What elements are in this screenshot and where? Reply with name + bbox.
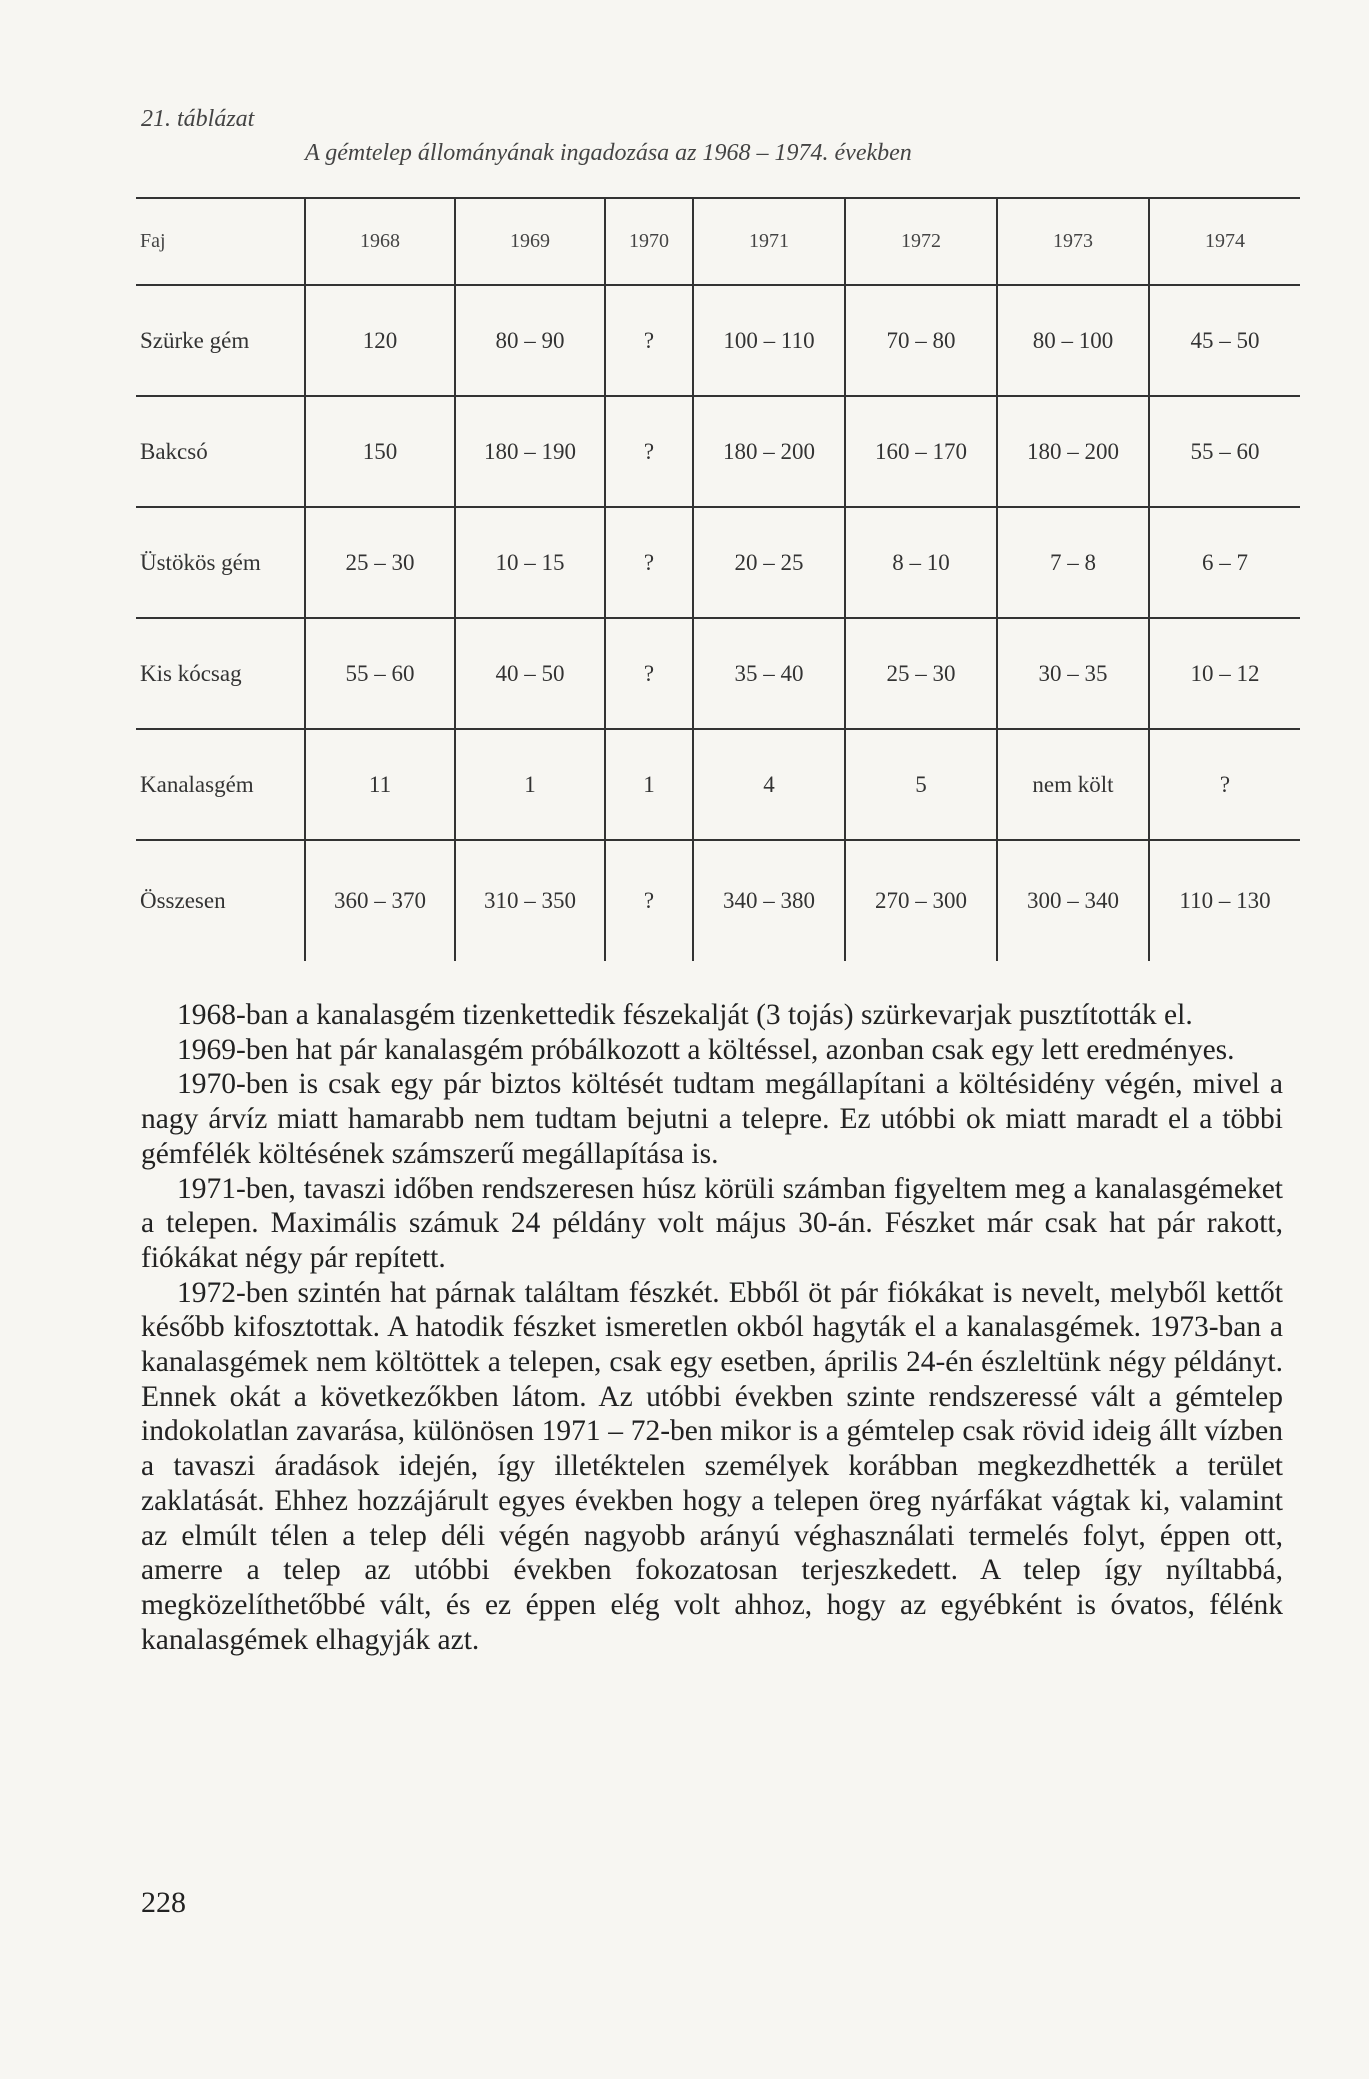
header-1973: 1973 <box>997 198 1149 285</box>
table-header-row <box>136 198 1300 285</box>
table-cell: 10 – 12 <box>1149 618 1300 729</box>
table-cell: 180 – 200 <box>693 396 845 507</box>
table-cell: 70 – 80 <box>845 285 997 396</box>
paragraph: 1970-ben is csak egy pár biztos költését tudtam megállapítani a költésidény végén, mivel a nagy árvíz miatt hamarabb nem tudtam bejutni a telepre. Ez utóbbi ok miatt maradt el a többi gémfélék költésének számszerű megállapítása is. <box>141 1068 1283 1170</box>
header-1971: 1971 <box>693 198 845 285</box>
row-species: Szürke gém <box>136 285 305 396</box>
table-label: 21. táblázat <box>141 106 255 132</box>
table-cell: ? <box>605 507 693 618</box>
paragraph: 1968-ban a kanalasgém tizenkettedik fészekalját (3 tojás) szürkevarjak pusztították el. <box>177 999 1193 1031</box>
row-species: Üstökös gém <box>136 507 305 618</box>
table-cell: 300 – 340 <box>997 840 1149 961</box>
table-cell: 270 – 300 <box>845 840 997 961</box>
heron-colony-table <box>136 197 1282 961</box>
table-cell: 45 – 50 <box>1149 285 1300 396</box>
table-cell: 80 – 100 <box>997 285 1149 396</box>
row-species: Kis kócsag <box>136 618 305 729</box>
body-text <box>141 998 1283 1657</box>
table-cell: 120 <box>305 285 455 396</box>
table-cell: ? <box>605 396 693 507</box>
table-cell: 310 – 350 <box>455 840 605 961</box>
table-cell: 180 – 190 <box>455 396 605 507</box>
row-species: Összesen <box>140 888 226 913</box>
header-1969: 1969 <box>455 198 605 285</box>
table-cell: 340 – 380 <box>693 840 845 961</box>
table-row-total <box>136 840 1300 961</box>
row-species: Bakcsó <box>136 396 305 507</box>
table-row <box>136 729 1300 840</box>
table-cell: 11 <box>305 729 455 840</box>
table-cell: 80 – 90 <box>455 285 605 396</box>
table-cell: ? <box>605 840 693 961</box>
header-1968: 1968 <box>305 198 455 285</box>
table-cell: 4 <box>693 729 845 840</box>
table-cell: 40 – 50 <box>455 618 605 729</box>
header-1972: 1972 <box>845 198 997 285</box>
table-cell: 55 – 60 <box>1149 396 1300 507</box>
table-cell: 25 – 30 <box>305 507 455 618</box>
table-cell: 8 – 10 <box>845 507 997 618</box>
paragraph: 1971-ben, tavaszi időben rendszeresen húsz körüli számban figyeltem meg a kanalasgémeket a telepen. Maximális számuk 24 példány volt május 30-án. Fészket már csak hat pár rakott, fiókákat négy pár repített. <box>141 1172 1283 1274</box>
table-cell: 35 – 40 <box>693 618 845 729</box>
table-cell: 7 – 8 <box>997 507 1149 618</box>
table-cell: 20 – 25 <box>693 507 845 618</box>
table-cell: ? <box>1149 729 1300 840</box>
page-number: 228 <box>141 1886 186 1919</box>
table-cell: 100 – 110 <box>693 285 845 396</box>
table-row <box>136 618 1300 729</box>
table-cell: 110 – 130 <box>1149 840 1300 961</box>
row-species: Kanalasgém <box>136 729 305 840</box>
header-1970: 1970 <box>605 198 693 285</box>
paragraph: 1972-ben szintén hat párnak találtam fészkét. Ebből öt pár fiókákat is nevelt, melyből kettőt később kifosztottak. A hatodik fészket ismeretlen okból hagyták el a kanalasgémek. 1973-ban a kanalasgémek nem költöttek a telepen, csak egy esetben, április 24-én észleltünk négy példányt. Ennek okát a következőkben látom. Az utóbbi években szinte rendszeressé vált a gémtelep indokolatlan zavarása, különösen 1971 – 72-ben mikor is a gémtelep csak rövid ideig állt vízben a tavaszi áradások idején, így illetéktelen személyek korábban megkezdhették a terület zaklatását. Ehhez hozzájárult egyes években hogy a telepen öreg nyárfákat vágtak ki, valamint az elmúlt télen a telep déli végén nagyobb arányú véghasználati termelés folyt, éppen ott, amerre a telep az utóbbi években fokozatosan terjeszkedett. A telep így nyíltabbá, megközelíthetőbbé vált, és ez éppen elég volt ahhoz, hogy az egyébként is óvatos, félénk kanalasgémek elhagyják azt. <box>141 1276 1283 1656</box>
table-cell: 1 <box>605 729 693 840</box>
table-cell: 10 – 15 <box>455 507 605 618</box>
table-caption: A gémtelep állományának ingadozása az 1968 – 1974. években <box>305 140 912 166</box>
header-species: Faj <box>136 198 305 285</box>
table-cell: 160 – 170 <box>845 396 997 507</box>
table-cell: ? <box>605 285 693 396</box>
table-cell: 360 – 370 <box>305 840 455 961</box>
table-cell: nem költ <box>997 729 1149 840</box>
table-cell: 25 – 30 <box>845 618 997 729</box>
table-row <box>136 507 1300 618</box>
table-cell: 150 <box>305 396 455 507</box>
header-1974: 1974 <box>1149 198 1300 285</box>
table-cell: 30 – 35 <box>997 618 1149 729</box>
table-cell: 1 <box>455 729 605 840</box>
table-row <box>136 285 1300 396</box>
table-cell: 55 – 60 <box>305 618 455 729</box>
table-cell: 180 – 200 <box>997 396 1149 507</box>
table-row <box>136 396 1300 507</box>
data-table <box>136 197 1300 961</box>
paragraph: 1969-ben hat pár kanalasgém próbálkozott a költéssel, azonban csak egy lett eredményes. <box>177 1033 1235 1066</box>
table-cell: ? <box>605 618 693 729</box>
table-cell: 6 – 7 <box>1149 507 1300 618</box>
table-cell: 5 <box>845 729 997 840</box>
